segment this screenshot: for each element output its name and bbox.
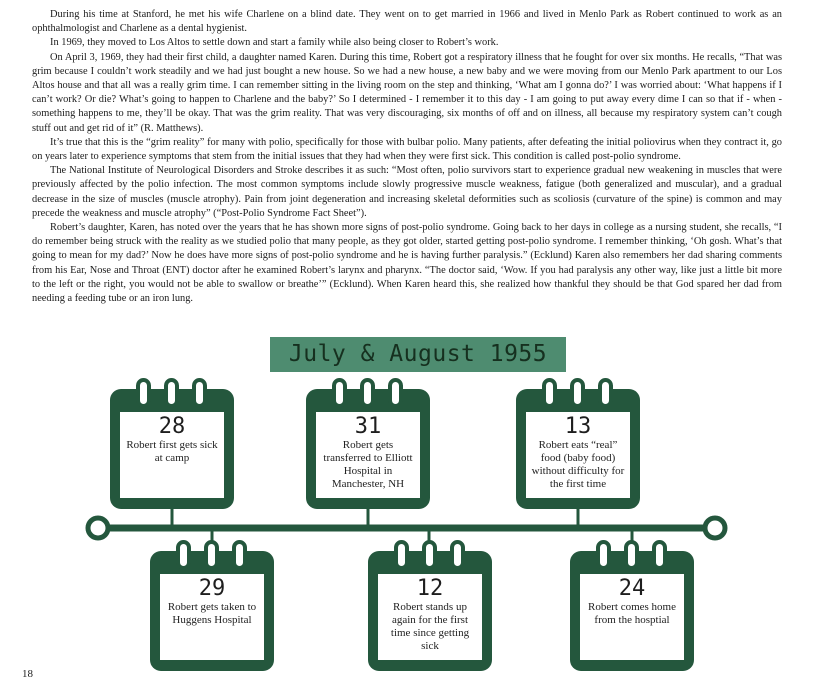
event-day: 12 [416, 576, 444, 601]
event-description: Robert gets taken to Huggens Hospital [167, 601, 257, 626]
calendar-page [378, 574, 482, 660]
event-day: 24 [618, 576, 646, 601]
calendar-ring-icon [332, 378, 347, 408]
calendar-card [516, 378, 640, 509]
calendar-ring-icon [192, 378, 207, 408]
calendar-ring-icon [394, 540, 409, 570]
calendar-ring-icon [570, 378, 585, 408]
calendar-ring-icon [422, 540, 437, 570]
calendar-ring-icon [450, 540, 465, 570]
event-description: Robert stands up again for the first time since getting sick [390, 601, 470, 652]
paragraph: In 1969, they moved to Los Altos to settle down and start a family while also being closer to Robert’s work. [50, 37, 499, 49]
calendar-card [570, 540, 694, 671]
event-description: Robert first gets sick at camp [126, 439, 218, 464]
event-day: 28 [158, 414, 186, 439]
calendar-page [316, 412, 420, 498]
paragraph: On April 3, 1969, they had their first child, a daughter named Karen. During this time, Robert got a respiratory illness that he fought for over six months. He recalls, “That was grim because I couldn’t work steadily and we had just bought a new house. So we had a new house, a new baby and we were moving from our Menlo Park apartment to our Los Altos house and that all was a really grim time. I can remember sitting in the living room on the step and thinking, ‘What am I gonna do?’ I was worried about: ‘What happens if I can’t work? Or die? What’s going to happen to Charlene and the baby?’ So I determined - I remember it to this day - I am going to put away every dime I can so that if - when - something happens to me, they’ll be okay. That was the grim reality. That was very discouraging, six months of off and on illness, all because my respiratory system can’t cough stuff out and get rid of it” (R. Matthews). [32, 51, 782, 134]
event-day: 13 [564, 414, 592, 439]
calendar-ring-icon [164, 378, 179, 408]
calendar-page [120, 412, 224, 498]
calendar-card [368, 540, 492, 671]
event-description: Robert gets transferred to Elliott Hospital in Manchester, NH [323, 439, 413, 490]
calendar-card [306, 378, 430, 509]
timeline-end-left [88, 518, 108, 538]
event-description: Robert comes home from the hosptial [588, 601, 676, 626]
calendar-ring-icon [388, 378, 403, 408]
calendar-page [160, 574, 264, 660]
page-number: 18 [22, 668, 33, 680]
calendar-ring-icon [596, 540, 611, 570]
calendar-card [150, 540, 274, 671]
calendar-ring-icon [176, 540, 191, 570]
calendar-ring-icon [598, 378, 613, 408]
paragraph: During his time at Stanford, he met his wife Charlene on a blind date. They went on to get married in 1966 and lived in Menlo Park as Robert continued to work as an ophthalmologist and Charlene as a dental hygienist. [32, 9, 782, 35]
calendar-ring-icon [542, 378, 557, 408]
calendar-ring-icon [652, 540, 667, 570]
calendar-ring-icon [360, 378, 375, 408]
calendar-ring-icon [624, 540, 639, 570]
calendar-card [110, 378, 234, 509]
paragraph: It’s true that this is the “grim reality” for many with polio, specifically for those with bulbar polio. Many patients, after defeating the initial poliovirus when they contract it, go on years later to experience symptoms that stem from the initial issues that they had when they were first sick. This condition is called post-polio syndrome. [32, 136, 782, 163]
timeline-title: July & August 1955 [270, 337, 566, 372]
paragraph: Robert’s daughter, Karen, has noted over the years that he has shown more signs of post-polio syndrome. Going back to her days in college as a nursing student, she recalls, “I do remember being struck with the reality as we studied polio that many people, as they got older, started getting post-polio syndrome. I remember thinking, ‘Oh gosh. What’s that going to mean for my dad?’ Now he does have more signs of post-polio syndrome and he is having further paralysis.” (Ecklund) Karen also remembers her dad sharing comments from his Ear, Nose and Throat (ENT) doctor after he examined Robert’s larynx and pharynx. “The doctor said, ‘Wow. If you had paralysis any other way, like just a little bit more to the left or the right, you would not be able to swallow or breathe’” (Ecklund). When Karen heard this, she realized how thankful they should be that God spared her dad from needing a feeding tube or an iron lung. [32, 222, 782, 305]
event-day: 31 [354, 414, 382, 439]
calendar-ring-icon [136, 378, 151, 408]
event-day: 29 [198, 576, 226, 601]
event-description: Robert eats “real” food (baby food) without difficulty for the first time [531, 439, 625, 490]
calendar-page [526, 412, 630, 498]
calendar-page [580, 574, 684, 660]
paragraph: The National Institute of Neurological Disorders and Stroke describes it as such: “Most often, polio survivors start to experience gradual new weakening in muscles that were previously affected by the polio infection. The most common symptoms include slowly progressive muscle weakness, fatigue (both generalized and muscular), and a gradual decrease in the size of muscles (muscle atrophy). Pain from joint degeneration and increasing skeletal deformities such as scoliosis (curvature of the spine) is common and may precede the weakness and muscle atrophy” (“Post-Polio Syndrome Fact Sheet”). [32, 165, 782, 219]
calendar-ring-icon [232, 540, 247, 570]
calendar-ring-icon [204, 540, 219, 570]
timeline-end-right [705, 518, 725, 538]
